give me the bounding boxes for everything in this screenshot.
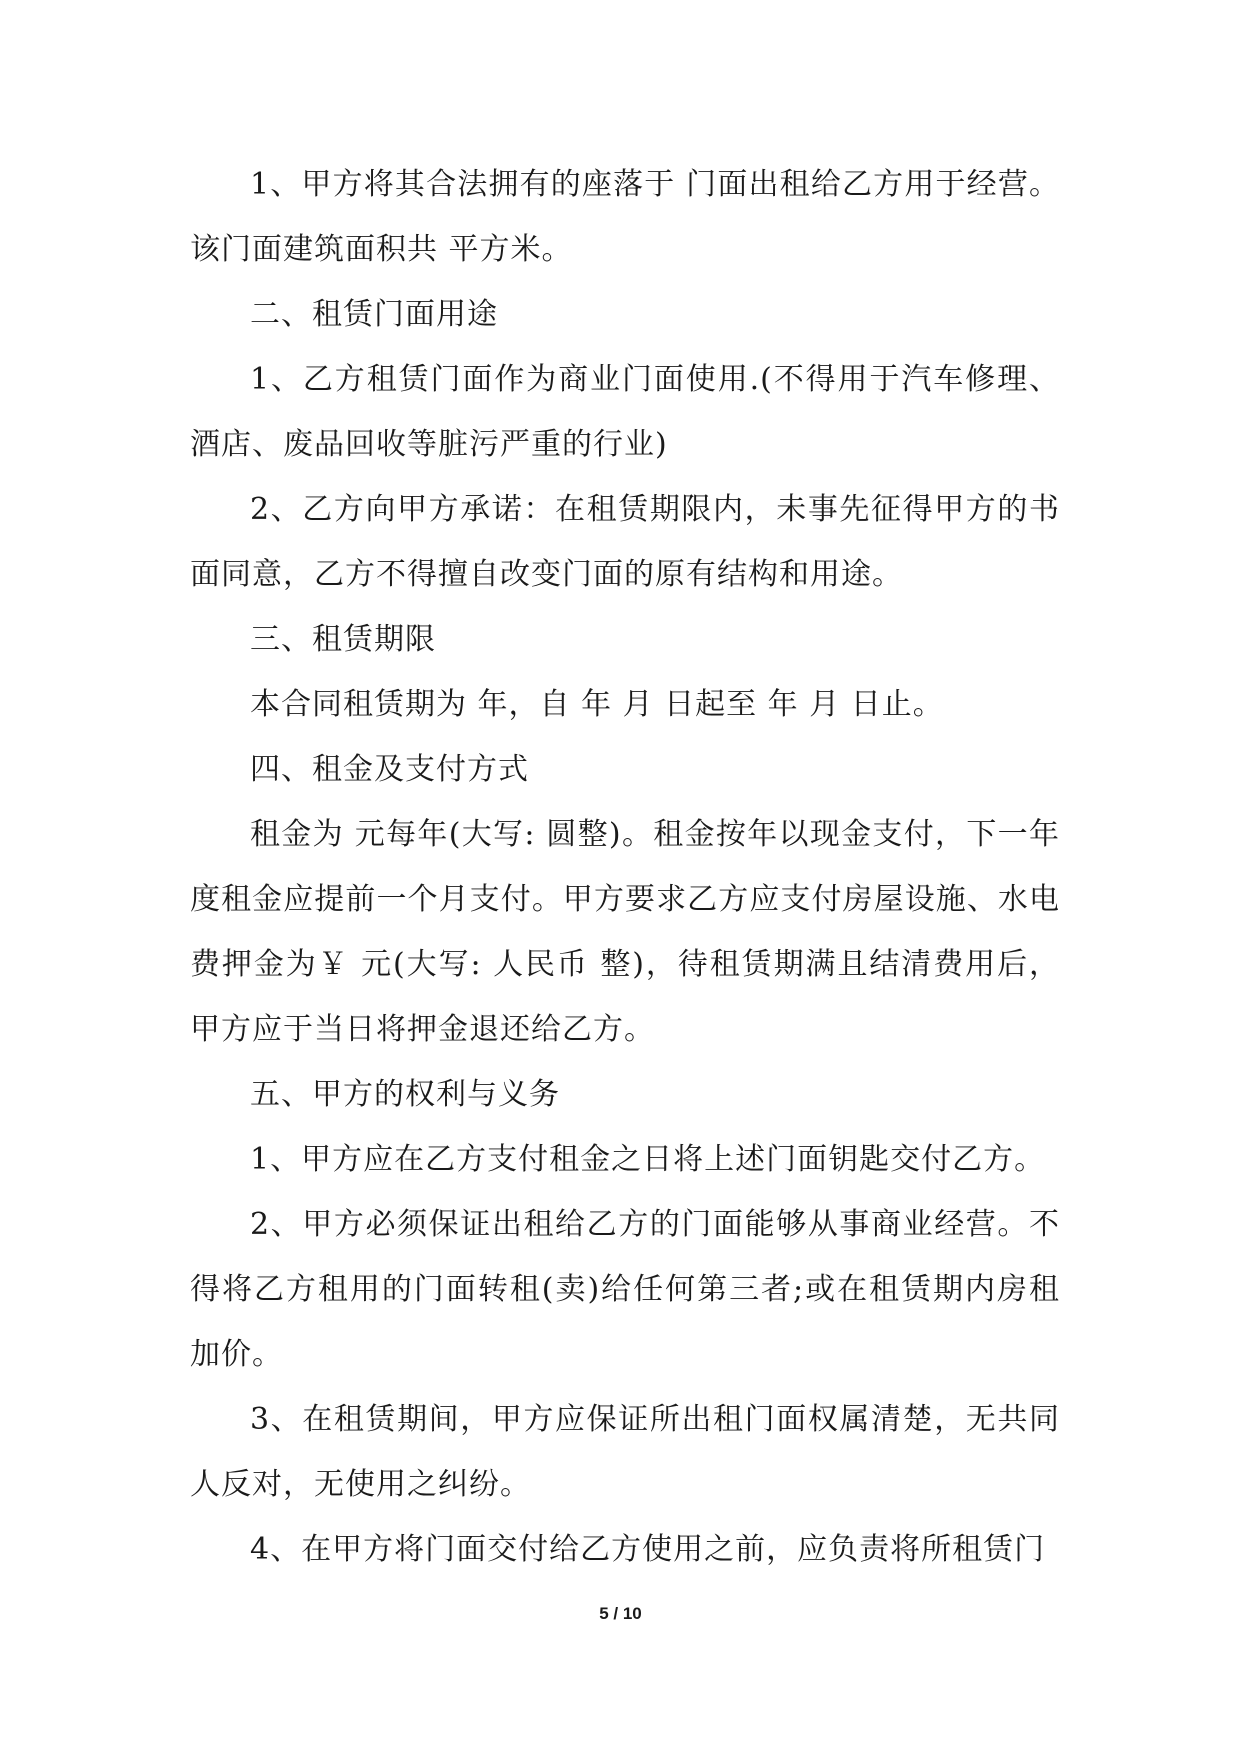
paragraph-party-a-1: 1、甲方应在乙方支付租金之日将上述门面钥匙交付乙方。 [250,1142,1046,1177]
paragraph-party-a-2: 2、甲方必须保证出租给乙方的门面能够从事商业经营。不得将乙方租用的门面转租(卖)给任何第三者;或在租赁期内房租加价。 [190,1207,1060,1372]
paragraph-purpose-1: 1、乙方租赁门面作为商业门面使用.(不得用于汽车修理、酒店、废品回收等脏污严重的行业) [190,362,1060,462]
heading-rent: 四、租金及支付方式 [250,752,529,787]
paragraph-rent: 租金为 元每年(大写: 圆整)。租金按年以现金支付，下一年度租金应提前一个月支付。甲方要求乙方应支付房屋设施、水电费押金为￥ 元(大写: 人民币 整)，待租赁期满且结清费用后，甲方应于当日将押金退还给乙方。 [190,817,1060,1047]
heading-party-a: 五、甲方的权利与义务 [250,1077,560,1112]
paragraph-term: 本合同租赁期为 年，自 年 月 日起至 年 月 日止。 [250,687,944,722]
paragraph-premises: 1、甲方将其合法拥有的座落于 门面出租给乙方用于经营。该门面建筑面积共 平方米。 [190,167,1060,267]
paragraph-purpose-2: 2、乙方向甲方承诺：在租赁期限内，未事先征得甲方的书面同意，乙方不得擅自改变门面的原有结构和用途。 [190,492,1060,592]
document-body [190,152,1060,1582]
paragraph-party-a-4: 4、在甲方将门面交付给乙方使用之前，应负责将所租赁门 [250,1532,1046,1567]
paragraph-party-a-3: 3、在租赁期间，甲方应保证所出租门面权属清楚，无共同人反对，无使用之纠纷。 [190,1402,1060,1502]
heading-term: 三、租赁期限 [250,622,436,657]
heading-purpose: 二、租赁门面用途 [250,297,498,332]
page-number: 5 / 10 [599,1604,642,1623]
